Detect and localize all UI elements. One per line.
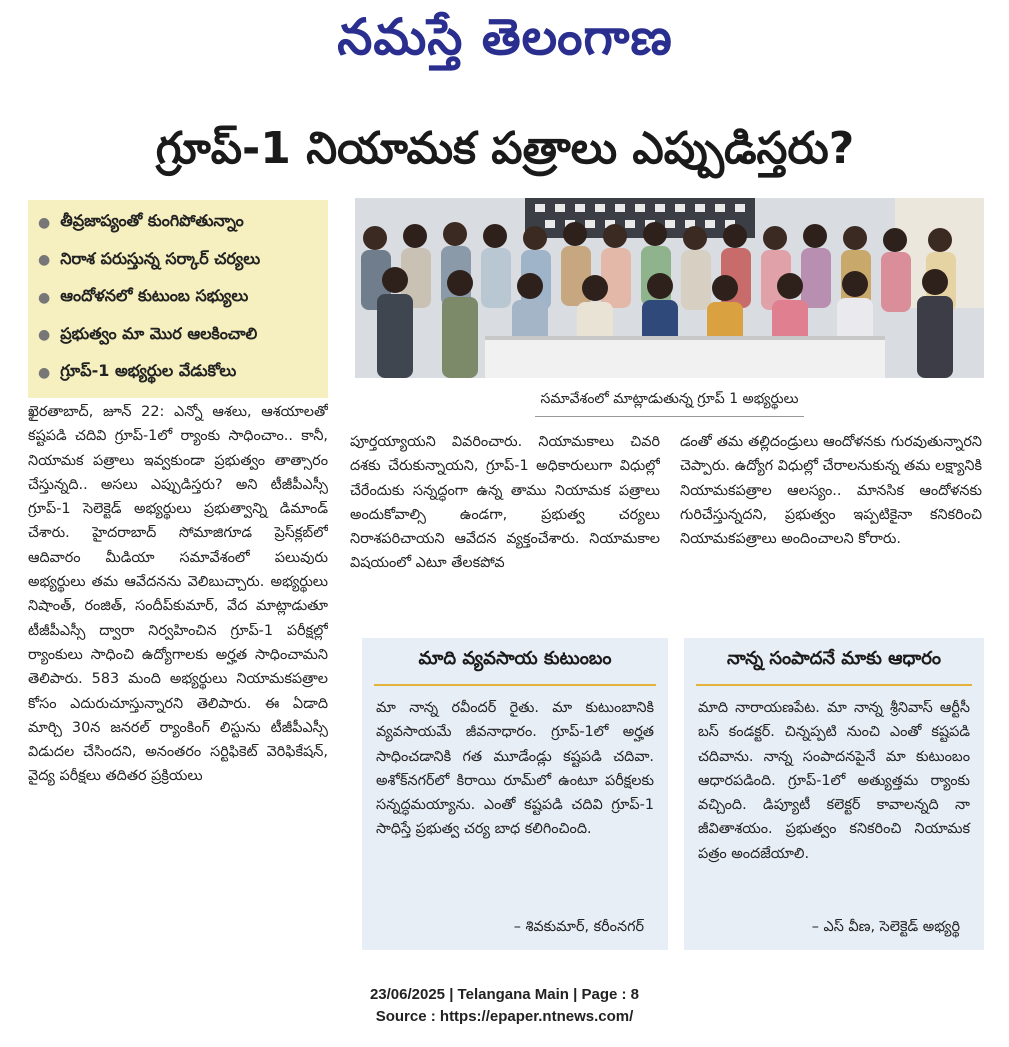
sidebar-box-father-income	[684, 638, 984, 950]
sidebar-box-farming-family	[362, 638, 668, 950]
bullet-icon: ●	[38, 327, 51, 344]
highlight-item: ● నిరాశ పరుస్తున్న సర్కార్ చర్యలు	[38, 248, 261, 269]
newspaper-masthead: నమస్తే తెలంగాణ	[337, 7, 673, 66]
sidebar-title: నాన్న సంపాదనే మాకు ఆధారం	[726, 648, 942, 669]
bullet-icon: ●	[38, 364, 51, 381]
article-column-1: ఖైరతాబాద్, జూన్ 22: ఎన్నో ఆశలు, ఆశయాలతో కష్టపడి చదివి గ్రూప్-1లో ర్యాంకు సాధించాం.. కానీ, నియామక పత్రాలు ఇవ్వకుండా ప్రభుత్వం తాత్సారం చేస్తున్నది.. అసలు ఎప్పుడిస్తరు? అని టీజీపీఎస్సీ గ్రూప్-1 సెలెక్టెడ్ అభ్యర్థులు ప్రభుత్వాన్ని డిమాండ్ చేశారు. హైదరాబాద్ సోమాజిగూడ ప్రెస్‌క్లబ్‌లో ఆదివారం మీడియా సమావేశంలో పలువురు అభ్యర్థులు తమ ఆవేదనను వెలిబుచ్చారు. అభ్యర్థులు నిషాంత్, రంజిత్, సందీప్‌కుమార్, వేద మాట్లాడుతూ టీజీపీఎస్సీ ద్వారా నిర్వహించిన గ్రూప్-1 పరీక్షల్లో ర్యాంకులు సాధించి ఉద్యోగాలకు అర్హత సాధించామని తెలిపారు. 583 మంది అభ్యర్థులు నియామకపత్రాల కోసం ఎదురుచూస్తున్నారని తెలిపారు. ఈ ఏడాది మార్చి 30న జనరల్ ర్యాంకింగ్ లిస్టును టీజీపీఎస్సీ విడుదల చేసిందని, అనంతరం సర్టిఫికెట్ వెరిఫికేషన్, వైద్య పరీక్షలు తదితర ప్రక్రియలు	[28, 404, 328, 785]
highlight-item: ● ఆందోళనలో కుటుంబ సభ్యులు	[38, 286, 249, 306]
title-underline	[374, 684, 656, 686]
bullet-icon: ●	[38, 252, 51, 269]
sidebar-body: మాది నారాయణపేట. మా నాన్న శ్రీనివాస్ ఆర్టీసీ బస్ కండక్టర్. చిన్నప్పటి నుంచి ఎంతో కష్టపడి చదివాను. నాన్న సంపాదనపైనే మా కుటుంబం ఆధారపడింది. గ్రూప్-1లో అత్యుత్తమ ర్యాంకు వచ్చింది. డిప్యూటీ కలెక్టర్ కావాలన్నది నా జీవితాశయం. ప్రభుత్వం కనికరించి నియామక పత్రం అందజేయాలి.	[698, 700, 970, 862]
highlight-item: ● ప్రభుత్వం మా మొర ఆలకించాలి	[38, 323, 258, 344]
bullet-icon: ●	[38, 289, 51, 306]
group-photo-illustration	[355, 198, 984, 378]
highlight-item: ● గ్రూప్-1 అభ్యర్థుల వేడుకోలు	[38, 361, 237, 381]
press-meet-photo	[355, 198, 984, 378]
article-column-3: డంతో తమ తల్లిదండ్రులు ఆందోళనకు గురవుతున్నారని చెప్పారు. ఉద్యోగ విధుల్లో చేరాలనుకున్న తమ లక్ష్యానికి నియామకపత్రాల ఆలస్యం.. మానసిక ఆందోళనకు గురిచేస్తున్నదని, ప్రభుత్వం ఇప్పటికైనా కనికరించి నియామకపత్రాలు అందించాలని కోరారు.	[680, 434, 982, 548]
sidebar-signature: – శివకుమార్, కరీంనగర్	[513, 919, 644, 935]
highlight-item: ● తీవ్రజాప్యంతో కుంగిపోతున్నాం	[38, 211, 244, 231]
footer-source: Source : https://epaper.ntnews.com/	[375, 1008, 634, 1025]
bullet-icon: ●	[38, 214, 51, 231]
article-headline: గ్రూప్-1 నియామక పత్రాలు ఎప్పుడిస్తరు?	[155, 123, 855, 174]
sidebar-signature: – ఎస్ వీణ, సెలెక్టెడ్ అభ్యర్థి	[811, 919, 960, 935]
highlights-box	[28, 200, 328, 398]
sidebar-title: మాది వ్యవసాయ కుటుంబం	[418, 648, 612, 669]
title-underline	[696, 684, 972, 686]
sidebar-body: మా నాన్న రవీందర్ రైతు. మా కుటుంబానికి వ్యవసాయమే జీవనాధారం. గ్రూప్-1లో అర్హత సాధించడానికి గత మూడేండ్లు కష్టపడి చదివా. అశోక్‌నగర్‌లో కిరాయి రూమ్‌లో ఉంటూ పరీక్షలకు సన్నద్ధమయ్యాను. ఎంతో కష్టపడి చదివి గ్రూప్-1 సాధిస్తే ప్రభుత్వ చర్య బాధ కలిగించింది.	[376, 700, 654, 838]
article-column-2: పూర్తయ్యాయని వివరించారు. నియామకాలు చివరి దశకు చేరుకున్నాయని, గ్రూప్-1 అధికారులుగా విధుల్లో చేరేందుకు సన్నద్ధంగా ఉన్న తాము నియామక పత్రాలు అందుకోవాల్సి ఉండగా, ప్రభుత్వ చర్యలు నిరాశపరిచాయని ఆవేదన వ్యక్తంచేశారు. నియామకాల విషయంలో ఎటూ తేలకపోవ	[350, 434, 660, 572]
footer-date-page: 23/06/2025 | Telangana Main | Page : 8	[369, 986, 640, 1003]
photo-caption: సమావేశంలో మాట్లాడుతున్న గ్రూప్ 1 అభ్యర్థులు	[355, 384, 984, 424]
